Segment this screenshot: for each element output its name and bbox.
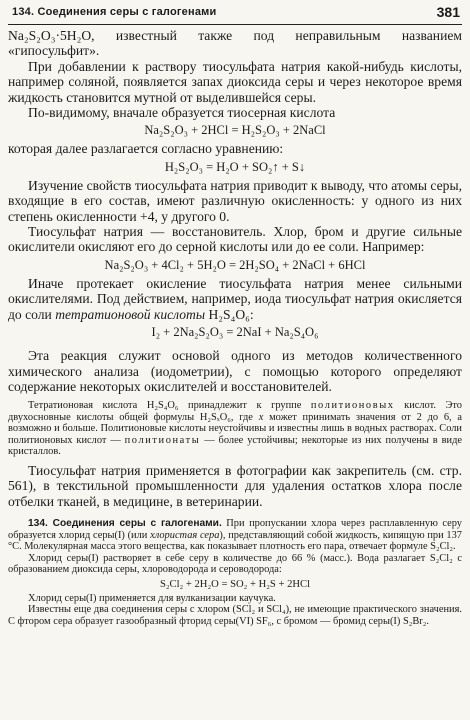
section-134-heading: 134. Соединения серы с галогенами. [28,518,222,530]
section-134-paragraph-3: Хлорид серы(I) применяется для вулканизации каучука. [28,592,276,604]
note-text-d: — более устойчивы; некоторые из них получены в виде кристаллов. [8,434,462,458]
note-spaced-term-1: политионовых [310,400,395,412]
paragraph-6: Тиосульфат натрия — восстановитель. Хлор, бром и другие сильные окислители окисляют его до серной кислоты или до ее соли. Например: [8,224,462,255]
note-spaced-term-2: политионаты [124,434,201,446]
equation-3: Na₂S₂O₃ + 4Cl₂ + 5H₂O = 2H₂SO₄ + 2NaCl + 6HCl [104,257,366,272]
section-134-text-a: При пропускании хлора через расплавленную серу образуется хлорид серы(I) (или [8,518,462,541]
paragraph-7 [8,276,462,322]
section-134-paragraph-2: Хлорид серы(I) растворяет в себе серу в количестве до 66 % (масс.). Вода разлагает S₂Cl₂ с образованием диоксида серы, хлороводорода и сероводорода: [8,552,462,576]
section-134-paragraph-4: Известны еще два соединения серы с хлором (SCl₂ и SCl₄), не имеющие практического значения. С фтором сера образует газообразный фторид серы(VI) SF₆, с бромом — бромид серы(I) S₂Br₂. [8,604,462,627]
equation-5: S₂Cl₂ + 2H₂O = SO₂ + H₂S + 2HCl [159,578,311,590]
paragraph-7-text-b: H₂S₄O₆: [205,306,254,322]
running-title: 134. Соединения серы с галогенами [12,6,217,18]
section-134-italic: хлористая сера [150,529,220,541]
section-134-paragraph-1 [8,518,462,553]
paragraph-1: Na₂S₂O₃·5H₂O, известный также под неправильным названием «гипосульфит». [8,28,462,59]
paragraph-8: Эта реакция служит основой одного из методов количественного химического анализа (иодометрии), с помощью которого определяют содержание некоторых окислителей и восстановителей. [8,348,462,394]
equation-2: H₂S₂O₃ = H₂O + SO₂↑ + S↓ [164,159,306,174]
paragraph-3: По-видимому, вначале образуется тиосерная кислота [28,105,336,121]
paragraph-4: которая далее разлагается согласно уравнению: [8,141,284,157]
spacer [8,509,462,518]
page-number: 381 [436,4,460,20]
paragraph-5: Изучение свойств тиосульфата натрия приводит к выводу, что атомы серы, входящие в его состав, имеют различную окисленность: у одного из них степень окисленности +4, у другого 0. [8,177,462,224]
note-text-b: кислот. Это двухосновные кислоты общей формулы H₂SₓO₆, где [8,400,462,423]
paragraph-7-italic: тетратионовой кислоты [55,306,206,322]
paragraph-7-text-a: Иначе протекает окисление тиосульфата натрия менее сильными окислителями. Под действием, например, иода тиосульфат натрия окисляется до соли [8,275,462,322]
page-header [8,6,462,25]
small-print-note [8,400,462,458]
note-text-a: Тетратионовая кислота H₂S₄O₆ принадлежит к группе [28,400,311,412]
section-134-text-b: ), представляющий собой жидкость, кипящую при 137 °С. Молекулярная масса этого вещества, как показывает плотность его пара, отвечает формуле S₂Cl₂. [8,529,462,553]
note-text-c: может принимать значения от 2 до 6, а возможно и больше. Политионовые кислоты неустойчивы и известны лишь в водных растворах. Соли политионовых кислот — [8,411,462,446]
equation-1: Na₂S₂O₃ + 2HCl = H₂S₂O₃ + 2NaCl [144,123,326,138]
note-variable-x: x [258,411,264,423]
equation-4: I₂ + 2Na₂S₂O₃ = 2NaI + Na₂S₄O₆ [151,325,319,340]
book-page [8,6,462,627]
paragraph-9: Тиосульфат натрия применяется в фотографии как закрепитель (см. стр. 561), в текстильной промышленности для удаления остатков хлора после отбелки тканей, в медицине, в ветеринарии. [8,462,462,509]
paragraph-2: При добавлении к раствору тиосульфата натрия какой-нибудь кислоты, например соляной, появляется запах диоксида серы и через некоторое время жидкость становится мутной от выделившейся серы. [8,58,462,105]
